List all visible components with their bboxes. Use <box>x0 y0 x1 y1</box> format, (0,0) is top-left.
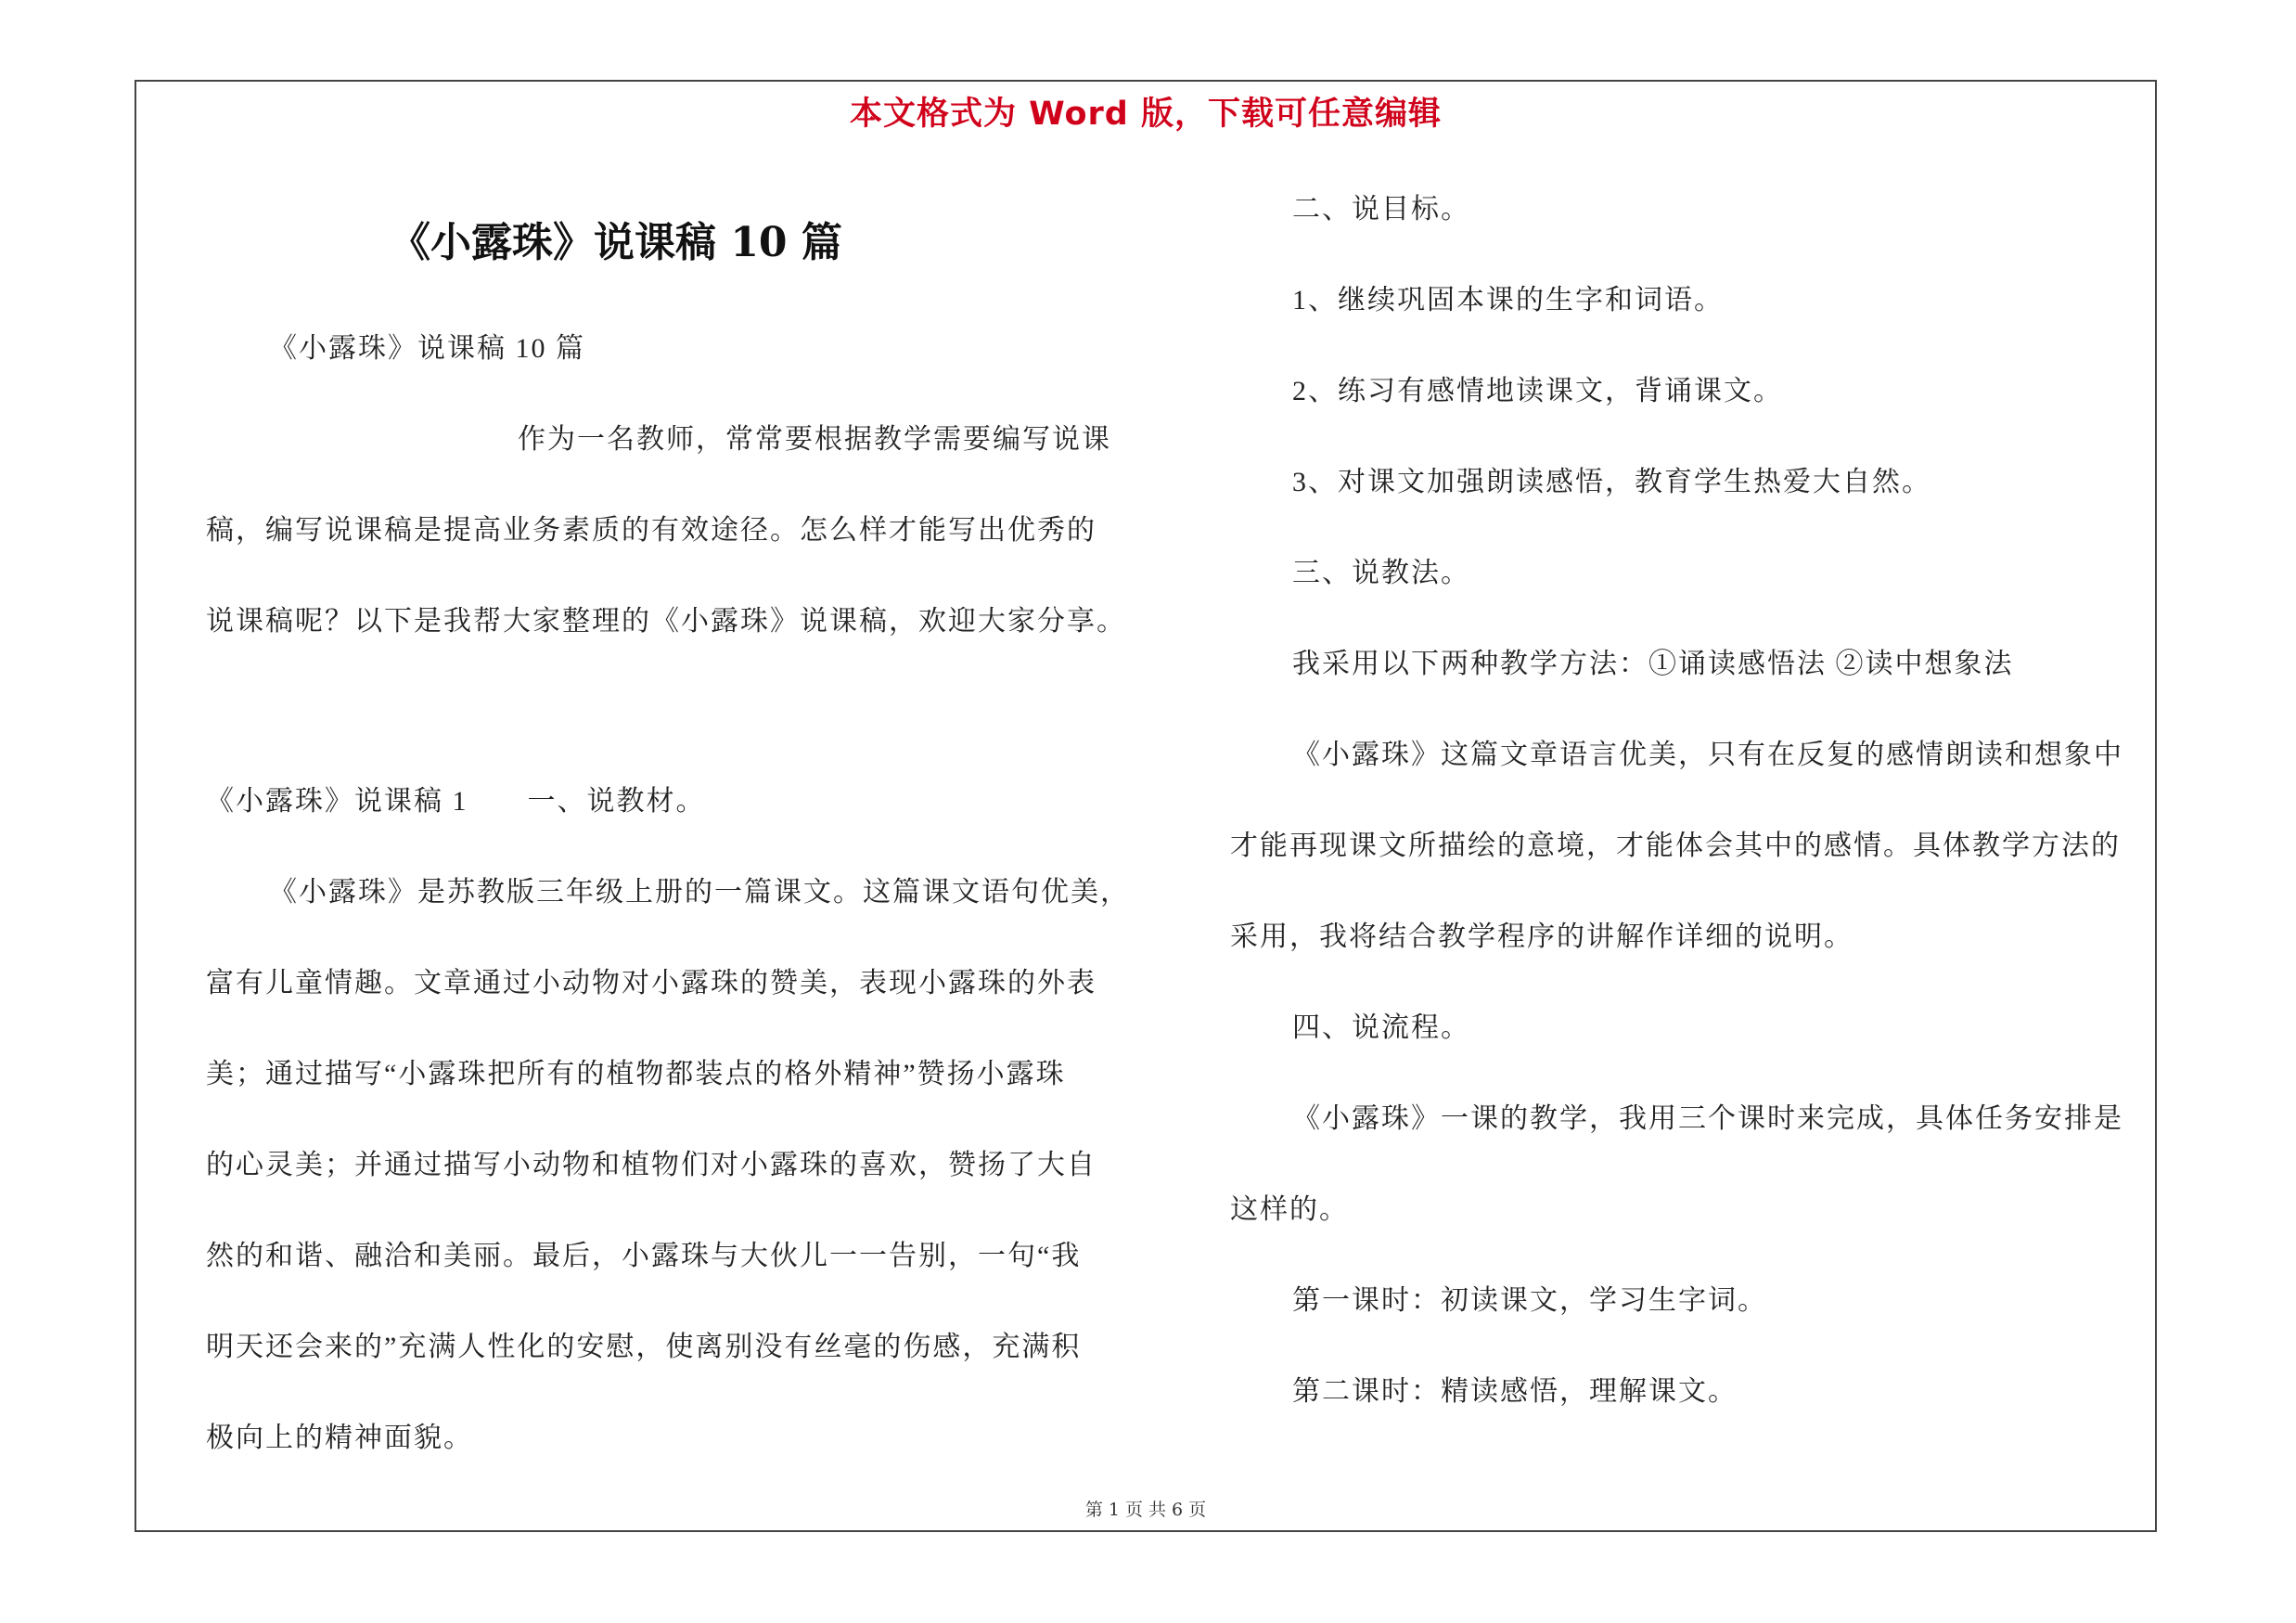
document-title: 《小露珠》说课稿 10 篇 <box>390 219 842 266</box>
right-line: 才能再现课文所描绘的意境，才能体会其中的感情。具体教学方法的 <box>1230 831 2121 861</box>
right-line: 第二课时：精读感悟，理解课文。 <box>1292 1376 1738 1407</box>
left-line: 稿，编写说课稿是提高业务素质的有效途径。怎么样才能写出优秀的 <box>206 515 1097 546</box>
left-line: 的心灵美；并通过描写小动物和植物们对小露珠的喜欢，赞扬了大自 <box>206 1150 1097 1180</box>
left-line-subtitle: 《小露珠》说课稿 10 篇 <box>269 333 585 364</box>
right-line: 3、对课文加强朗读感悟，教育学生热爱大自然。 <box>1292 467 1931 497</box>
left-line: 说课稿呢？以下是我帮大家整理的《小露珠》说课稿，欢迎大家分享。 <box>206 606 1126 637</box>
right-line: 《小露珠》这篇文章语言优美，只有在反复的感情朗读和想象中 <box>1292 740 2123 770</box>
left-line: 明天还会来的”充满人性化的安慰，使离别没有丝毫的伤感，充满积 <box>206 1332 1082 1362</box>
right-line-heading: 四、说流程。 <box>1292 1012 1470 1043</box>
left-line: 然的和谐、融洽和美丽。最后，小露珠与大伙儿一一告别，一句“我 <box>206 1241 1082 1271</box>
right-line: 第一课时：初读课文，学习生字词。 <box>1292 1285 1767 1316</box>
word-format-banner: 本文格式为 Word 版，下载可任意编辑 <box>849 96 1443 133</box>
page-number-footer: 第 1 页 共 6 页 <box>1084 1500 1207 1520</box>
right-line: 采用，我将结合教学程序的讲解作详细的说明。 <box>1230 921 1853 952</box>
left-line: 美；通过描写“小露珠把所有的植物都装点的格外精神”赞扬小露珠 <box>206 1059 1066 1089</box>
right-line: 1、继续巩固本课的生字和词语。 <box>1292 285 1724 316</box>
left-line: 极向上的精神面貌。 <box>206 1423 473 1453</box>
right-line-heading: 三、说教法。 <box>1292 558 1470 588</box>
right-line: 《小露珠》一课的教学，我用三个课时来完成，具体任务安排是 <box>1292 1103 2123 1134</box>
right-line: 我采用以下两种教学方法：①诵读感悟法 ②读中想象法 <box>1292 649 2014 679</box>
right-line-heading: 二、说目标。 <box>1292 194 1470 225</box>
left-line-section-heading: 《小露珠》说课稿 1 一、说教材。 <box>206 786 706 817</box>
right-line: 这样的。 <box>1230 1194 1349 1225</box>
right-line: 2、练习有感情地读课文，背诵课文。 <box>1292 376 1783 406</box>
left-line: 《小露珠》是苏教版三年级上册的一篇课文。这篇课文语句优美， <box>269 877 1130 908</box>
left-line: 富有儿童情趣。文章通过小动物对小露珠的赞美，表现小露珠的外表 <box>206 968 1097 998</box>
left-line: 作为一名教师，常常要根据教学需要编写说课 <box>518 424 1111 455</box>
